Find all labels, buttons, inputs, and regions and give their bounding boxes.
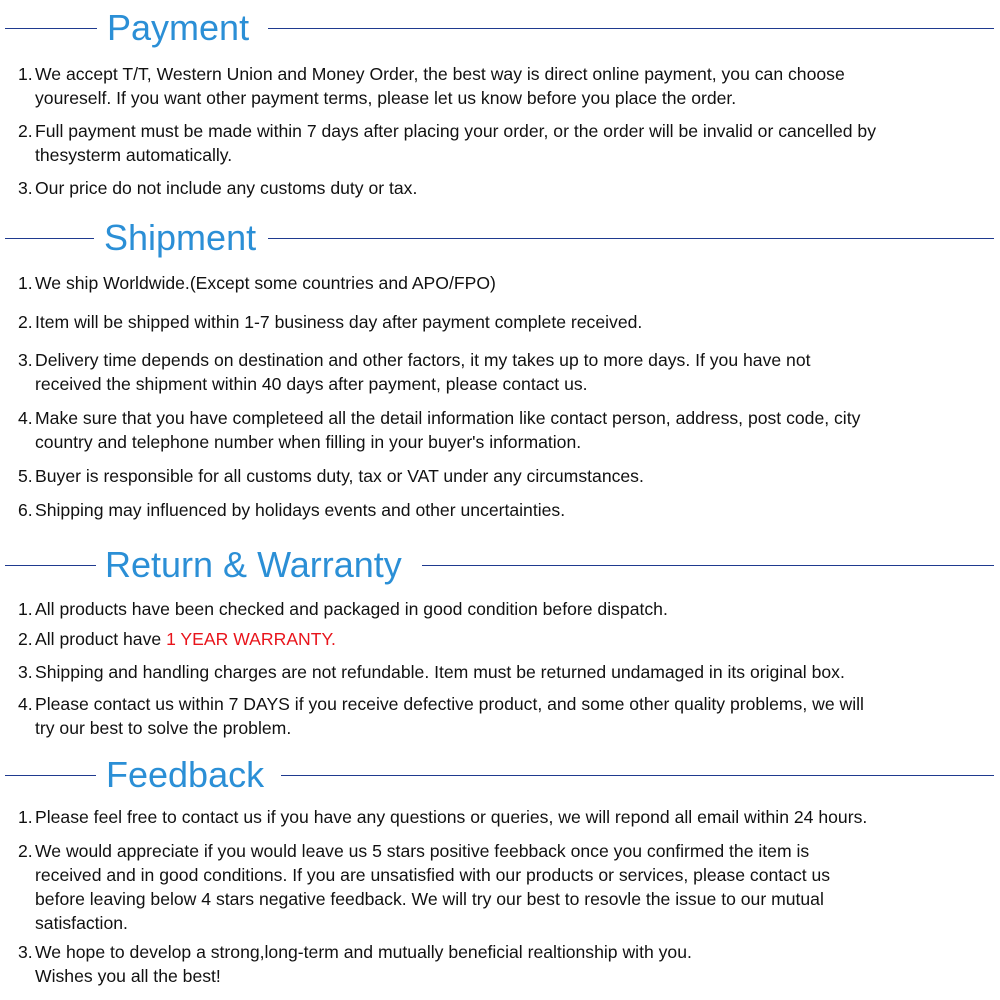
item-number: 1. bbox=[18, 807, 33, 827]
item-number: 3. bbox=[18, 942, 33, 962]
item-number: 3. bbox=[18, 178, 33, 198]
shipment-header bbox=[0, 216, 1000, 260]
item-text: Item will be shipped within 1-7 business day after payment complete received. bbox=[35, 312, 643, 332]
shipment-title: Shipment bbox=[104, 217, 257, 258]
item-text: country and telephone number when filling in your buyer's information. bbox=[35, 432, 582, 452]
item-text: We accept T/T, Western Union and Money Order, the best way is direct online payment, you can choose bbox=[35, 64, 845, 84]
payment-rule-left bbox=[5, 28, 97, 29]
item-text: received the shipment within 40 days after payment, please contact us. bbox=[35, 374, 588, 394]
payment-header bbox=[0, 6, 1000, 50]
item-text: Our price do not include any customs duty or tax. bbox=[35, 178, 418, 198]
item-text: try our best to solve the problem. bbox=[35, 718, 292, 738]
item-number: 1. bbox=[18, 64, 33, 84]
return-warranty-rule-left bbox=[5, 565, 96, 566]
item-number: 6. bbox=[18, 500, 33, 520]
feedback-rule-left bbox=[5, 775, 96, 776]
item-number: 4. bbox=[18, 408, 33, 428]
feedback-title: Feedback bbox=[106, 754, 265, 795]
item-text: youreself. If you want other payment terms, please let us know before you place the order. bbox=[35, 88, 737, 108]
item-text: Shipping and handling charges are not refundable. Item must be returned undamaged in its original box. bbox=[35, 662, 845, 682]
shipment-rule-right bbox=[268, 238, 994, 239]
item-text: We ship Worldwide.(Except some countries and APO/FPO) bbox=[35, 273, 496, 293]
item-text bbox=[35, 627, 336, 651]
item-text: Shipping may influenced by holidays events and other uncertainties. bbox=[35, 500, 566, 520]
item-number: 2. bbox=[18, 841, 33, 861]
item-number: 5. bbox=[18, 466, 33, 486]
payment-rule-right bbox=[268, 28, 994, 29]
feedback-header bbox=[0, 753, 1000, 797]
item-text-lead: All product have bbox=[35, 629, 167, 649]
item-text: Delivery time depends on destination and other factors, it my takes up to more days. If you have not bbox=[35, 350, 811, 370]
item-text: satisfaction. bbox=[35, 913, 128, 933]
return-warranty-header bbox=[0, 543, 1000, 587]
shipment-rule-left bbox=[5, 238, 94, 239]
item-text: before leaving below 4 stars negative feedback. We will try our best to resovle the issue to our mutual bbox=[35, 889, 824, 909]
item-number: 3. bbox=[18, 350, 33, 370]
item-number: 2. bbox=[18, 121, 33, 141]
item-number: 4. bbox=[18, 694, 33, 714]
item-text: Make sure that you have completeed all the detail information like contact person, address, post code, city bbox=[35, 408, 861, 428]
item-number: 2. bbox=[18, 629, 33, 649]
item-text: Please contact us within 7 DAYS if you receive defective product, and some other quality problems, we will bbox=[35, 694, 864, 714]
item-text: We hope to develop a strong,long-term and mutually beneficial realtionship with you. bbox=[35, 942, 692, 962]
item-number: 2. bbox=[18, 312, 33, 332]
item-number: 3. bbox=[18, 662, 33, 682]
item-text: Wishes you all the best! bbox=[35, 966, 221, 986]
warranty-highlight: 1 YEAR WARRANTY. bbox=[166, 629, 336, 649]
return-warranty-title: Return & Warranty bbox=[105, 544, 402, 585]
item-number: 1. bbox=[18, 599, 33, 619]
return-warranty-rule-right bbox=[422, 565, 994, 566]
item-number: 1. bbox=[18, 273, 33, 293]
item-text: Please feel free to contact us if you have any questions or queries, we will repond all email within 24 hours. bbox=[35, 807, 868, 827]
item-text: received and in good conditions. If you are unsatisfied with our products or services, please contact us bbox=[35, 865, 831, 885]
item-text: Full payment must be made within 7 days after placing your order, or the order will be invalid or cancelled by bbox=[35, 121, 877, 141]
payment-title: Payment bbox=[107, 7, 250, 48]
feedback-rule-right bbox=[281, 775, 994, 776]
item-text: thesysterm automatically. bbox=[35, 145, 233, 165]
item-text: We would appreciate if you would leave us 5 stars positive feebback once you confirmed the item is bbox=[35, 841, 810, 861]
item-text: Buyer is responsible for all customs duty, tax or VAT under any circumstances. bbox=[35, 466, 644, 486]
item-text: All products have been checked and packaged in good condition before dispatch. bbox=[35, 599, 668, 619]
